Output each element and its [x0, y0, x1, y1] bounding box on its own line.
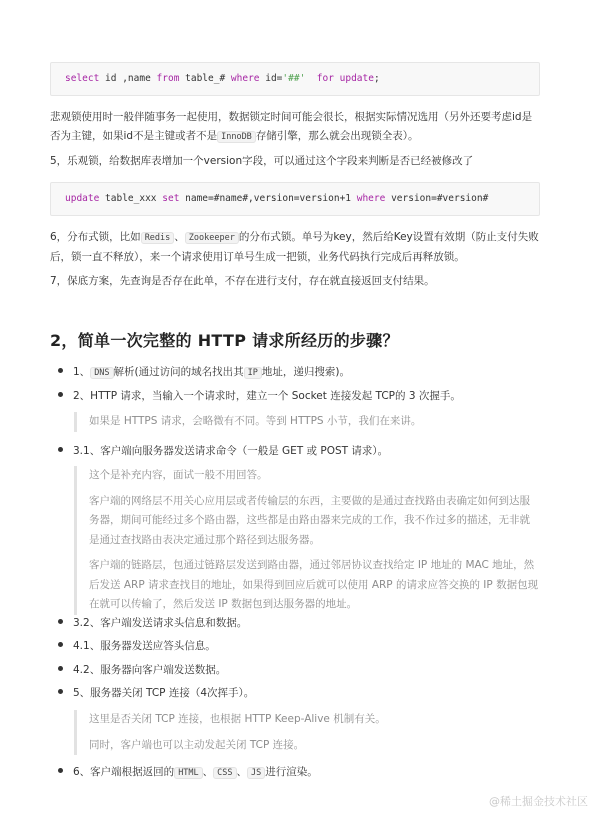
code-token: select: [65, 73, 100, 84]
text: 6，分布式锁，比如: [50, 231, 141, 243]
text: 5、服务器关闭 TCP 连接（4次挥手）。: [73, 687, 255, 699]
bullet-icon: [58, 689, 63, 694]
code-block-select: [50, 62, 540, 96]
text: 4.2、服务器向客户端发送数据。: [73, 664, 227, 676]
blockquote: [74, 412, 540, 432]
text: 存储引擎，那么就会出现锁全表）。: [255, 130, 419, 142]
quote-text: 同时，客户端也可以主动发起关闭 TCP 连接。: [89, 738, 305, 751]
list-item: [58, 661, 538, 679]
text: 6、客户端根据返回的: [73, 766, 175, 778]
text: 、: [174, 231, 185, 243]
code-token: id=: [259, 73, 283, 84]
list-item: [58, 442, 538, 460]
bullet-icon: [58, 368, 63, 373]
inline-code: InnoDB: [217, 131, 256, 143]
code-token: ;: [373, 73, 380, 84]
inline-code: CSS: [213, 767, 236, 779]
bullet-icon: [58, 642, 63, 647]
paragraph-distributed-lock: [50, 228, 542, 267]
list-item: [58, 637, 538, 655]
blockquote: [74, 710, 540, 755]
inline-code: JS: [247, 767, 265, 779]
code-token: name=#name#,version=version+1: [179, 193, 357, 204]
inline-code: DNS: [90, 367, 113, 379]
bullet-icon: [58, 447, 63, 452]
code-token: where: [356, 193, 386, 204]
code-block-update: [50, 182, 540, 216]
paragraph-fallback: 7，保底方案，先查询是否存在此单，不存在进行支付，存在就直接返回支付结果。: [50, 275, 435, 287]
inline-code: HTML: [174, 767, 202, 779]
text: 、: [202, 766, 214, 778]
code-token: [305, 73, 316, 84]
code-token: where: [230, 73, 260, 84]
quote-text: 客户端的链路层，包通过链路层发送到路由器，通过邻居协议查找给定 IP 地址的 MAC 地址，然后发送 ARP 请求查找目的地址，如果得到回应后就可以使用 ARP 的请求应答交换的 IP 数据包现在就可以传输了，然后发送 IP 数据包到达服务器的地址。: [89, 559, 539, 610]
blockquote: [74, 466, 540, 615]
code-token: version=#version#: [385, 193, 489, 204]
text: 悲观锁使用时一般伴随事务一起使用，数据锁定时间可能会很长，根据实际情况选用（另外还要考虑id是否为主键，如果id不是主键或者不是: [50, 111, 533, 142]
code-token: set: [162, 193, 180, 204]
code-token: table_xxx: [99, 193, 163, 204]
paragraph-pessimistic-lock: [50, 108, 542, 147]
inline-code: Zookeeper: [185, 232, 239, 244]
inline-code: Redis: [141, 232, 175, 244]
quote-text: 客户端的网络层不用关心应用层或者传输层的东西，主要做的是通过查找路由表确定如何到达服务器，期间可能经过多个路由器，这些都是由路由器来完成的工作，我不作过多的描述，无非就是通过查找路由表决定通过那个路径到达服务器。: [89, 494, 530, 546]
bullet-icon: [58, 768, 63, 773]
text: 3.1、客户端向服务器发送请求命令（一般是 GET 或 POST 请求）。: [73, 445, 389, 457]
bullet-icon: [58, 619, 63, 624]
text: 3.2、客户端发送请求头信息和数据。: [73, 617, 248, 629]
section-heading: 2，简单一次完整的 HTTP 请求所经历的步骤？: [50, 331, 399, 350]
watermark: @稀土掘金技术社区: [489, 795, 588, 808]
list-item: [58, 684, 538, 702]
list-item: [58, 614, 538, 632]
text: 解析(通过访问的域名找出其: [113, 366, 244, 378]
code-token: id ,name: [99, 73, 157, 84]
text: 进行渲染。: [265, 766, 318, 778]
text: 2、HTTP 请求，当输入一个请求时，建立一个 Socket 连接发起 TCP的 3 次握手。: [73, 390, 461, 402]
quote-text: 这个是补充内容，面试一般不用回答。: [89, 469, 268, 481]
text: 4.1、服务器发送应答头信息。: [73, 640, 216, 652]
inline-code: IP: [244, 367, 262, 379]
paragraph-optimistic-lock: 5，乐观锁，给数据库表增加一个version字段，可以通过这个字段来判断是否已经被修改了: [50, 155, 474, 167]
text: 地址，递归搜索)。: [261, 366, 351, 378]
code-token: update: [65, 193, 100, 204]
text: 1、: [73, 366, 91, 378]
code-token: table_#: [179, 73, 231, 84]
bullet-icon: [58, 666, 63, 671]
quote-text: 这里是否关闭 TCP 连接，也根据 HTTP Keep-Alive 机制有关。: [89, 713, 386, 725]
code-token: for update: [316, 73, 374, 84]
code-token: from: [156, 73, 180, 84]
code-token: '##': [282, 73, 306, 84]
text: 的分布式锁。单号为key，然后给Key设置有效期（防止支付失败后，锁一直不释放），来一个请求使用订单号生成一把锁，业务代码执行完成后再释放锁。: [50, 231, 539, 263]
bullet-icon: [58, 392, 63, 397]
list-item: [58, 387, 538, 405]
list-item: [58, 763, 538, 782]
list-item: [58, 363, 538, 382]
quote-text: 如果是 HTTPS 请求，会略微有不同。等到 HTTPS 小节，我们在来讲。: [89, 415, 422, 427]
text: 、: [236, 766, 248, 778]
